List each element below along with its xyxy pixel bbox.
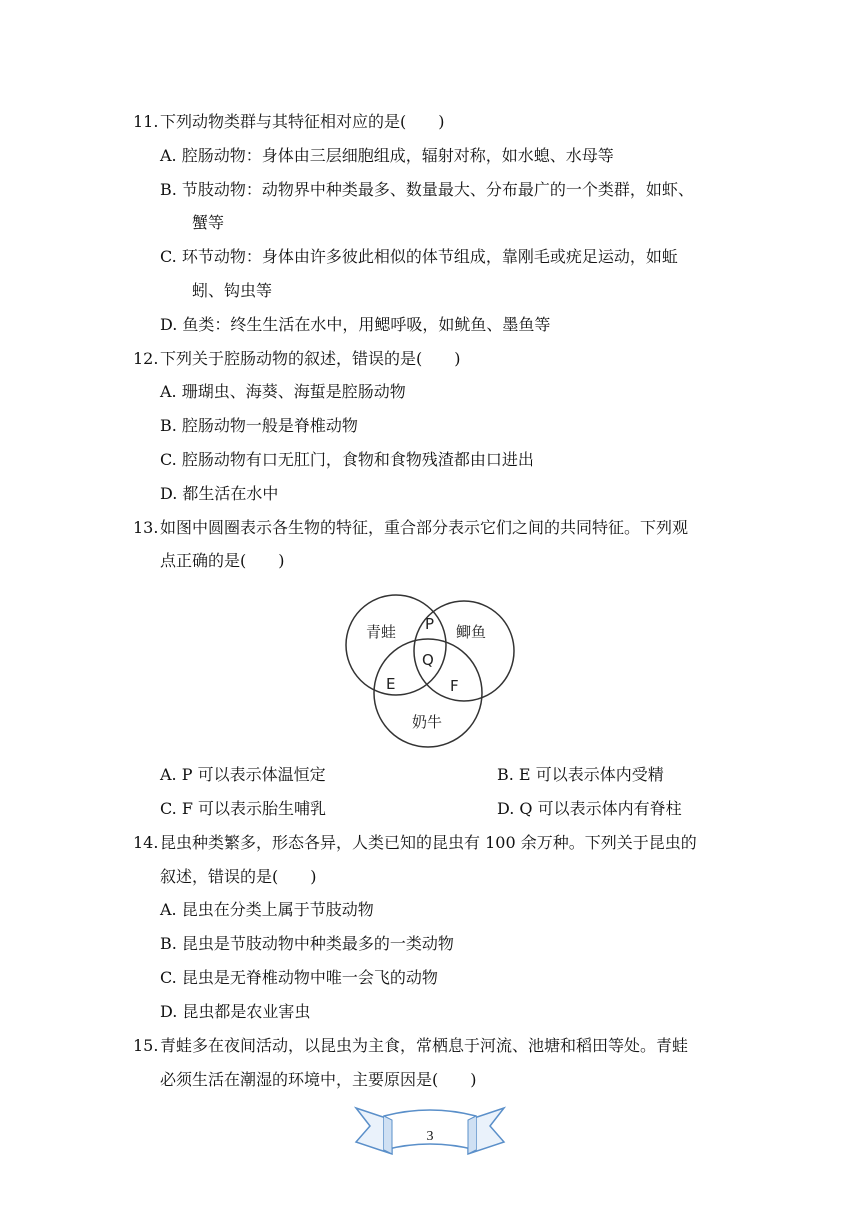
- q13-option-d: D. Q 可以表示体内有脊柱: [497, 799, 682, 818]
- venn-label-crucian: 鲫鱼: [456, 623, 487, 641]
- venn-label-frog: 青蛙: [366, 623, 397, 641]
- venn-label-q: Q: [422, 651, 434, 669]
- question-14-stem-cont: 叙述，错误的是( ): [160, 867, 317, 886]
- q13-option-b: B. E 可以表示体内受精: [497, 765, 664, 784]
- q12-option-c: C. 腔肠动物有口无肛门，食物和食物残渣都由口进出: [160, 450, 534, 469]
- question-13-stem: 如图中圆圈表示各生物的特征，重合部分表示它们之间的共同特征。下列观: [160, 518, 689, 537]
- q11-option-c-cont: 蚓、钩虫等: [192, 281, 273, 300]
- venn-label-f: F: [450, 677, 459, 695]
- page-number: 3: [426, 1129, 434, 1144]
- q14-option-b: B. 昆虫是节肢动物中种类最多的一类动物: [160, 934, 454, 953]
- venn-diagram: [336, 585, 526, 753]
- frog-circle: [346, 595, 446, 695]
- q11-option-b: B. 节肢动物：动物界中种类最多、数量最大、分布最广的一个类群，如虾、: [160, 180, 694, 199]
- q11-option-a: A. 腔肠动物：身体由三层细胞组成，辐射对称，如水螅、水母等: [160, 146, 614, 165]
- question-13-stem-cont: 点正确的是( ): [160, 551, 285, 570]
- question-15-stem: 青蛙多在夜间活动，以昆虫为主食，常栖息于河流、池塘和稻田等处。青蛙: [160, 1036, 689, 1055]
- q14-option-a: A. 昆虫在分类上属于节肢动物: [160, 900, 374, 919]
- q12-option-a: A. 珊瑚虫、海葵、海蜇是腔肠动物: [160, 382, 406, 401]
- venn-label-e: E: [386, 675, 396, 693]
- q13-option-c: C. F 可以表示胎生哺乳: [160, 799, 327, 818]
- question-11-number: 11.: [133, 112, 159, 131]
- q14-option-c: C. 昆虫是无脊椎动物中唯一会飞的动物: [160, 968, 438, 987]
- question-14-number: 14.: [133, 833, 159, 852]
- venn-label-cow: 奶牛: [412, 713, 443, 731]
- q11-option-d: D. 鱼类：终生生活在水中，用鳃呼吸，如鱿鱼、墨鱼等: [160, 315, 551, 334]
- page-footer: [350, 1102, 510, 1162]
- question-15-stem-cont: 必须生活在潮湿的环境中，主要原因是( ): [160, 1070, 477, 1089]
- q13-option-a: A. P 可以表示体温恒定: [160, 765, 326, 784]
- question-15-number: 15.: [133, 1036, 159, 1055]
- question-13-number: 13.: [133, 518, 159, 537]
- q12-option-d: D. 都生活在水中: [160, 484, 279, 503]
- question-12-number: 12.: [133, 349, 159, 368]
- q14-option-d: D. 昆虫都是农业害虫: [160, 1002, 311, 1021]
- q11-option-c: C. 环节动物：身体由许多彼此相似的体节组成，靠刚毛或疣足运动，如蚯: [160, 247, 678, 266]
- question-12-stem: 下列关于腔肠动物的叙述，错误的是( ): [160, 349, 461, 368]
- venn-label-p: P: [425, 615, 435, 633]
- question-14-stem: 昆虫种类繁多，形态各异，人类已知的昆虫有 100 余万种。下列关于昆虫的: [160, 833, 697, 852]
- q12-option-b: B. 腔肠动物一般是脊椎动物: [160, 416, 358, 435]
- q11-option-b-cont: 蟹等: [192, 213, 225, 232]
- question-11-stem: 下列动物类群与其特征相对应的是( ): [160, 112, 445, 131]
